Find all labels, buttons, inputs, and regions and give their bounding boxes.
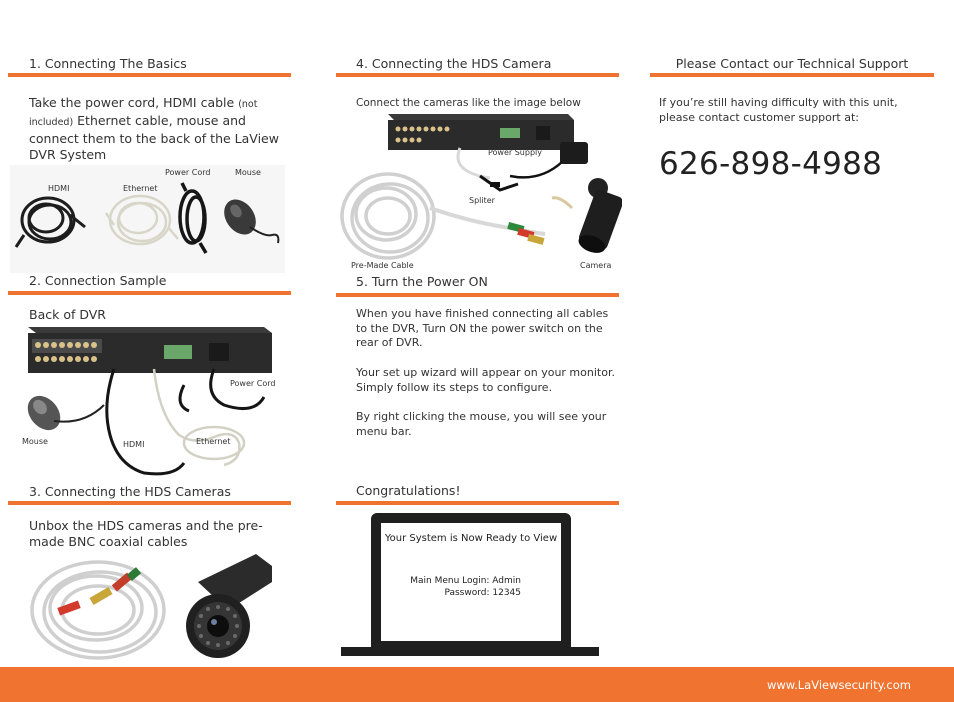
label-ethernet-2: Ethernet [196, 437, 231, 446]
label-power-supply: Power Supply [488, 148, 542, 157]
label-mouse-1: Mouse [235, 168, 261, 177]
support-phone: 626-898-4988 [659, 146, 883, 182]
section-body-1 [29, 95, 299, 163]
label-mouse-2: Mouse [22, 437, 48, 446]
label-hdmi-2: HDMI [123, 440, 145, 449]
section-rule-support [650, 73, 934, 77]
body-rest-text: Ethernet cable, mouse and connect them to the back of the LaView DVR System [29, 113, 279, 162]
section-title-5: 5. Turn the Power ON [356, 274, 488, 289]
section-body-4: Connect the cameras like the image below [356, 97, 581, 109]
power-on-paragraph-3: By right clicking the mouse, you will see your menu bar. [356, 410, 607, 438]
label-hdmi-1: HDMI [48, 184, 70, 193]
section-rule-6 [336, 501, 619, 505]
label-power-cord-2: Power Cord [230, 379, 276, 388]
section-rule-4 [336, 73, 619, 77]
cameras-cables-photo [28, 552, 278, 664]
label-ethernet-1: Ethernet [123, 184, 158, 193]
section-rule-3 [8, 501, 291, 505]
basics-cables-photo [10, 165, 285, 273]
footer-bar [0, 667, 954, 702]
laptop-base [341, 647, 599, 656]
body-note-text: (not included) [29, 99, 258, 128]
section-title-4: 4. Connecting the HDS Camera [356, 56, 552, 71]
label-spliter: Spliter [469, 196, 495, 205]
dvr-back-photo [14, 325, 289, 480]
section-title-6: Congratulations! [356, 483, 461, 498]
section-rule-2 [8, 291, 291, 295]
section-title-support: Please Contact our Technical Support [675, 56, 909, 71]
dvr-unit-icon [28, 327, 272, 373]
section-body-3: Unbox the HDS cameras and the pre-made BNC coaxial cables [29, 518, 263, 549]
dvr-unit-icon-2 [388, 114, 574, 150]
camera-connection-photo [340, 112, 622, 272]
screen-ready-text: Your System is Now Ready to View [384, 533, 558, 544]
support-body: If you’re still having difficulty with this unit, please contact customer support at: [659, 96, 898, 124]
label-premade-cable: Pre-Made Cable [351, 261, 414, 270]
screen-password-text: Password: 12345 [444, 588, 521, 598]
section-title-1: 1. Connecting The Basics [29, 56, 187, 71]
section-rule-5 [336, 293, 619, 297]
section-subtitle-2: Back of DVR [29, 307, 106, 322]
screen-login-text: Main Menu Login: Admin [410, 576, 521, 586]
section-title-2: 2. Connection Sample [29, 273, 167, 288]
footer-website-link[interactable]: www.LaViewsecurity.com [766, 678, 911, 692]
body-main-text: Take the power cord, HDMI cable [29, 95, 235, 110]
label-power-cord-1: Power Cord [165, 168, 211, 177]
section-rule-1 [8, 73, 291, 77]
section-title-3: 3. Connecting the HDS Cameras [29, 484, 231, 499]
label-camera: Camera [580, 261, 612, 270]
power-on-paragraph-2: Your set up wizard will appear on your monitor. Simply follow its steps to configure. [356, 366, 615, 394]
power-on-paragraph-1: When you have finished connecting all cables to the DVR, Turn ON the power switch on the rear of DVR. [356, 307, 609, 349]
